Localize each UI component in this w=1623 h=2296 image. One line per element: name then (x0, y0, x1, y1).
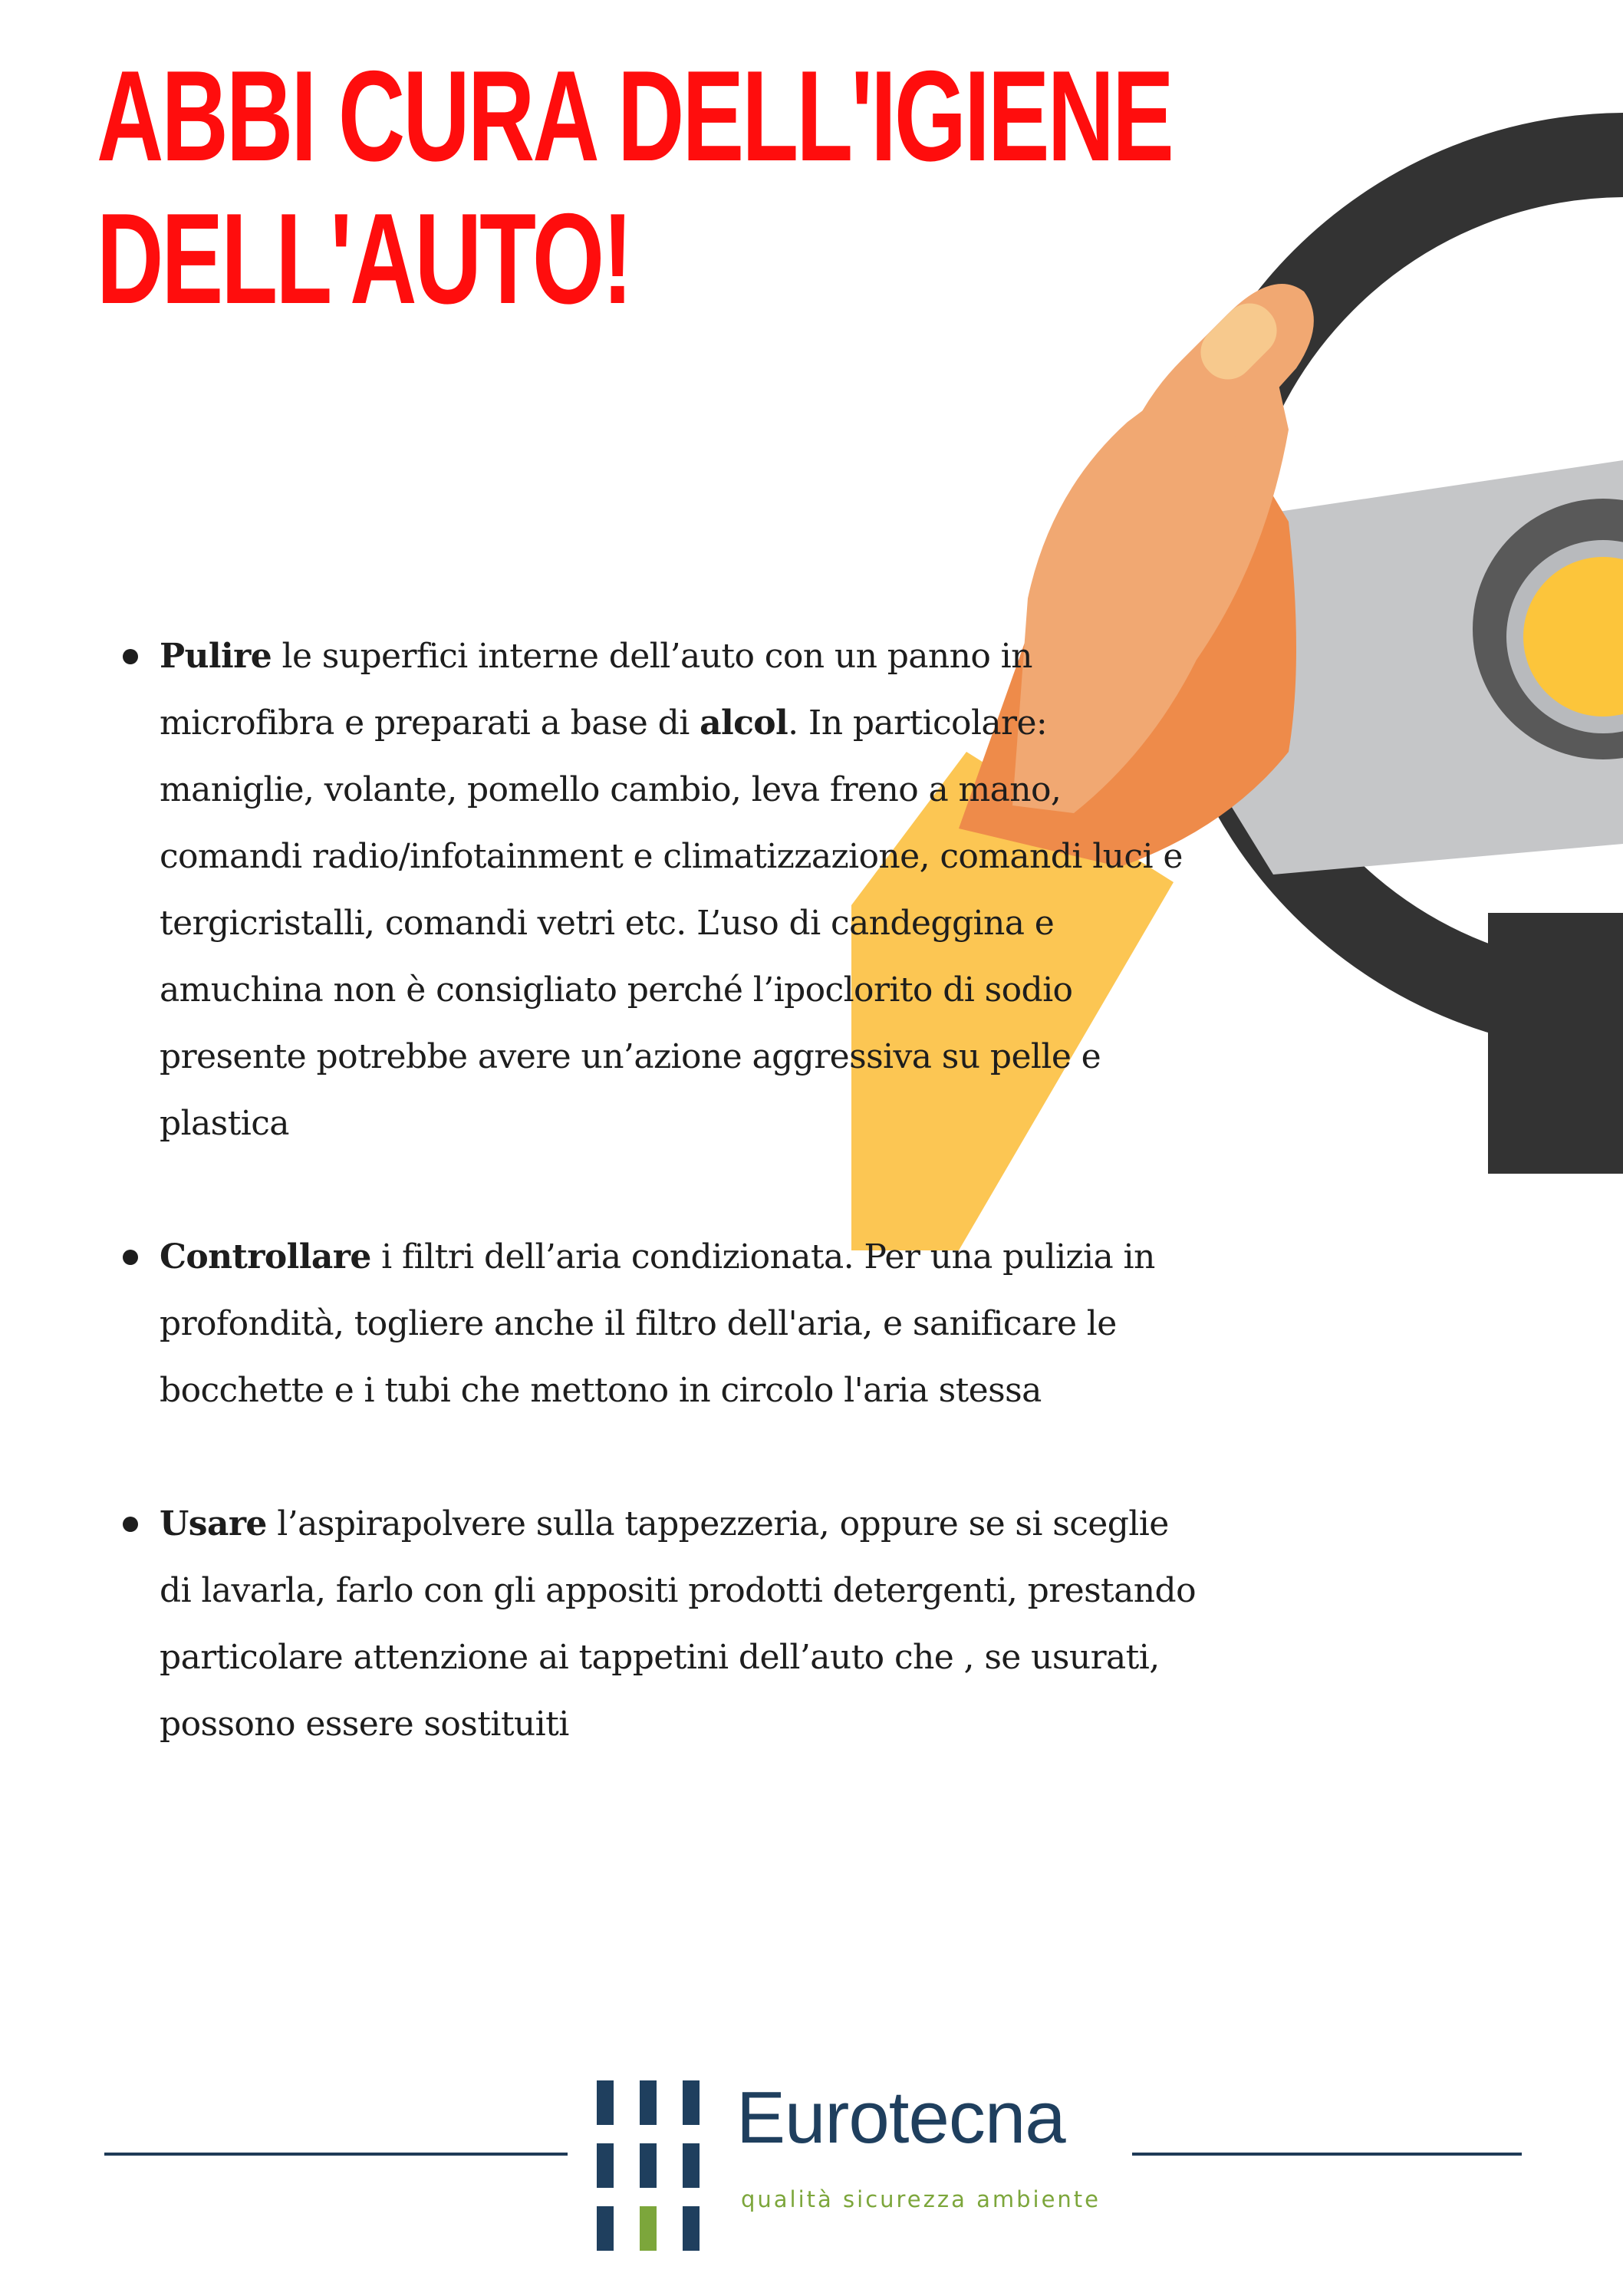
bullet-text: . In particolare: maniglie, volante, pomello cambio, leva freno a mano, comandi radio/infotainment e climatizzazione, comandi luci e tergicristalli, comandi vetri etc. L’uso di candeggina e amuchina non è consigliato perché l’ipoclorito di sodio presente potrebbe avere un’azione aggressiva su pelle e plastica (160, 703, 1183, 1143)
title-line-2: DELL'AUTO! (97, 186, 631, 331)
list-item (123, 1491, 1197, 1757)
bullet-keyword: Usare (160, 1504, 267, 1543)
logo-bar (683, 2206, 700, 2251)
logo-bar (597, 2206, 614, 2251)
bullet-keyword: alcol (700, 703, 788, 743)
logo-bar (640, 2143, 657, 2188)
eurotecna-logo-icon (595, 2080, 703, 2252)
footer-divider-right (1132, 2153, 1522, 2156)
logo-bar (597, 2080, 614, 2125)
hygiene-tips-list (123, 623, 1197, 1757)
bullet-keyword: Pulire (160, 637, 272, 676)
logo-bar (683, 2143, 700, 2188)
bullet-keyword: Controllare (160, 1237, 371, 1276)
list-item (123, 623, 1197, 1157)
bullet-text: le superfici interne dell’auto con un panno in microfibra e preparati a base di (160, 637, 1032, 743)
list-item (123, 1224, 1197, 1424)
logo-bar (597, 2143, 614, 2188)
bullet-text: i filtri dell’aria condizionata. Per una pulizia in profondità, togliere anche il filtro dell'aria, e sanificare le bocchette e i tubi che mettono in circolo l'aria stessa (160, 1237, 1155, 1410)
wheel-lower (1488, 913, 1623, 1174)
logo-bar (640, 2206, 657, 2251)
brand-name: Eurotecna (736, 2077, 1065, 2159)
logo-bar (683, 2080, 700, 2125)
footer-divider-left (104, 2153, 568, 2156)
logo-bar (640, 2080, 657, 2125)
title-line-1: ABBI CURA DELL'IGIENE (97, 44, 1172, 188)
bullet-text: l’aspirapolvere sulla tappezzeria, oppure se si sceglie di lavarla, farlo con gli appositi prodotti detergenti, prestando particolare attenzione ai tappetini dell’auto che , se usurati, possono essere sostituiti (160, 1504, 1196, 1744)
brand-tagline: qualità sicurezza ambiente (741, 2186, 1101, 2212)
